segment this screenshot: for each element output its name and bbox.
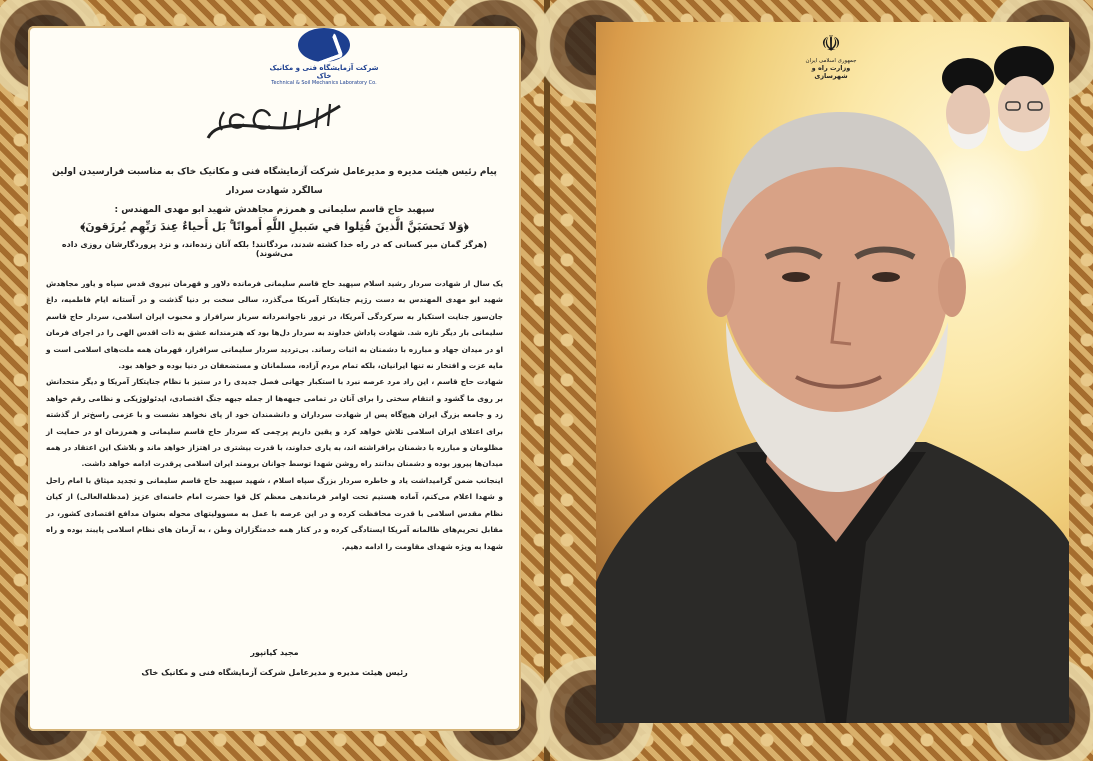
message-heading	[46, 163, 503, 220]
heading-line: سپهبد حاج قاسم سلیمانی و همرزم مجاهدش شهید ابو مهدی المهندس :	[114, 205, 435, 215]
emblem-line-1: جمهوری اسلامی ایران	[805, 58, 857, 64]
company-name-fa: شرکت آزمایشگاه فنی و مکانیک خاک	[269, 64, 379, 80]
company-name-en: Technical & Soil Mechanics Laboratory Co.	[271, 80, 377, 86]
basmala-calligraphy-icon	[200, 98, 350, 144]
signature-block	[46, 643, 503, 683]
verse-translation: (هرگز گمان مبر کسانی که در راه خدا کشته شدند، مردگانند! بلکه آنان زنده‌اند، و نزد پروردگارشان روزی داده می‌شوند)	[61, 240, 488, 258]
company-logo-icon	[298, 28, 350, 62]
company-logo	[264, 28, 384, 86]
ministry-emblem	[801, 32, 861, 80]
signature-title: رئیس هیئت مدیره و مدیرعامل شرکت آزمایشگاه فنی و مکانیک خاک	[141, 668, 408, 677]
message-body	[46, 276, 503, 555]
signature-name: مجید کیانپور	[250, 648, 299, 657]
quran-verse: ﴿وَلا تَحسَبَنَّ الَّذينَ قُتِلوا في سَبيلِ اللَّهِ أَمواتًا ۚ بَل أَحياءٌ عِندَ رَبِّهِم يُرزَقونَ﴾	[80, 220, 469, 233]
message-document	[28, 26, 521, 731]
iran-emblem-icon: ☫	[821, 32, 841, 57]
paragraph: اینجانب ضمن گرامیداشت یاد و خاطره سردار بزرگ سپاه اسلام ، شهید سپهبد حاج قاسم سلیمانی و تجدید میثاق با امام راحل و شهدا اعلام می‌کنم، آماده هستیم تحت اوامر فرماندهی معظم کل قوا حضرت امام خامنه‌ای عزیز (مدظله‌العالی) از کیان نظام مقدس اسلامی با قدرت محافظت کرده و در این عرصه با عمل به مسوولیتهای محوله بعنوان مدافع اقتصادی کشور، در مقابل تحریم‌های ظالمانه آمریکا ایستادگی کرده و در کنار همه خدمتگزاران وطن ، به آرمان های نظام اسلامی پایبند بوده و راه شهدا به ویژه شهدای مقاومت را ادامه دهیم.	[46, 475, 503, 551]
basmala-calligraphy	[46, 98, 503, 144]
emblem-line-2: وزارت راه و شهرسازی	[811, 64, 851, 80]
paragraph: یک سال از شهادت سردار رشید اسلام سپهبد حاج قاسم سلیمانی فرمانده دلاور و قهرمان نیروی قدس سپاه و یاور مجاهدش شهید ابو مهدی المهندس به دست رژیم جنایتکار آمریکا می‌گذرد، سالی سخت بر دنیا گذشت و در آستانه ایام فاطمیه، داغ جان‌سوز جنایت استکبار به سرکردگی آمریکا، در ترور ناجوانمردانه سرباز سرافراز و محبوب ایران اسلامی، سردار حاج قاسم سلیمانی بار دیگر تازه شد. شهادت پاداش خداوند به سردار دل‌ها بود که هنرمندانه عشق به ذات اقدس الهی را در اجرای فرمان او در میدان جهاد و مبارزه با دشمنان به اثبات رساند. بی‌تردید سردار سلیمانی سرافراز، قهرمان همه ملت‌های اسلامی است و مایه عزت و افتخار نه تنها ایرانیان، بلکه تمام مردم آزاده، مسلمانان و مستضعفان در دنیا بوده و خواهد بود.	[46, 279, 503, 371]
center-divider	[544, 0, 550, 761]
heading-line: پیام رئیس هیئت مدیره و مدیرعامل شرکت آزمایشگاه فنی و مکانیک خاک به مناسبت فرارسیدن اولین سالگرد شهادت سردار	[52, 167, 497, 196]
paragraph: شهادت حاج قاسم ، این راد مرد عرصه نبرد با استکبار جهانی فصل جدیدی را در ستیز با نظام جنایتکار آمریکا و دیگر متحدانش بر روی ما گشود و انتقام سختی را برای آنان در تمامی جبهه‌ها از جمله جبهه جنگ اقتصادی، ایدئولوژیکی و نظامی رقم خواهد زد و جامعه بزرگ ایران هیچ‌گاه پس از شهادت سرداران و دانشمندان خود از پای نخواهد نشست و با عزمی راسخ‌تر از گذشته برای اعتلای ایران اسلامی تلاش خواهد کرد و یقین داریم پرچمی که سردار حاج قاسم سلیمانی و همرزمان او در حمایت از مظلومان و مبارزه با دشمنان برافراشته اند، به یاری خداوند، با قدرت بیشتری در اهتزاز خواهد ماند و بلاشک این اعتقاد در همه میدان‌ها پیروز بوده و دشمنان بدانند راه روشن شهدا توسط جوانان برومند ایران اسلامی پرقدرت ادامه خواهد داشت.	[46, 377, 503, 469]
leaders-portraits	[936, 28, 1066, 178]
portrait-panel	[596, 22, 1069, 723]
